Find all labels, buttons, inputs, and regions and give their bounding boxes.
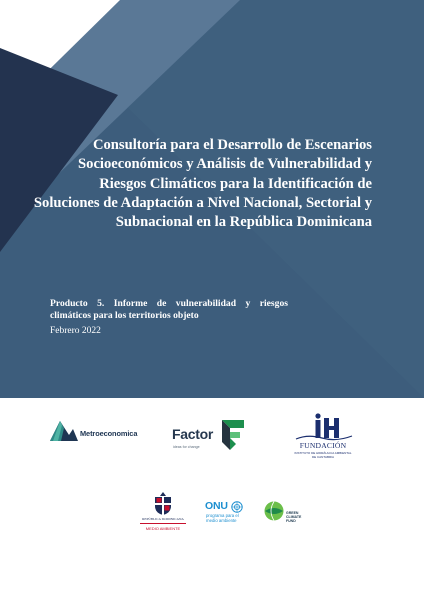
republica-divider [140,523,186,524]
metroeconomica-logo [50,418,150,444]
metroeconomica-name: Metroeconomica [80,429,138,438]
republica-dominicana-logo [134,492,192,538]
un-emblem-icon [231,501,243,513]
ih-monogram-icon [288,412,358,442]
green-climate-fund-logo [264,500,304,528]
document-title: Consultoría para el Desarrollo de Escenarios Socioeconómicos y Análisis de Vulnerabilidad y Riesgos Climáticos para la Identificación de Soluciones de Adaptación a Nivel Nacional, Sectorial y Subnacional en la República Dominicana [33,137,372,231]
gcf-name: GREEN CLIMATE FUND [286,511,302,523]
document-date: Febrero 2022 [50,326,101,336]
factor-tagline: ideas for change [173,445,200,449]
mountain-icon [50,419,78,441]
factor-logo [172,418,248,454]
product-subtitle: Producto 5. Informe de vulnerabilidad y riesgos climáticos para los territorios objeto [50,298,288,321]
coat-of-arms-icon [152,492,174,516]
onu-name: ONU [205,500,228,512]
republica-name: REPÚBLICA DOMINICANA [142,517,184,521]
factor-f-icon [222,420,244,450]
gcf-globe-icon [264,501,284,521]
onu-environment-logo [205,500,251,528]
ih-name: FUNDACIÓN [299,441,347,450]
ih-subtitle: INSTITUTO DE HIDRÁULICA AMBIENTAL DE CANTABRIA [294,451,352,459]
factor-name: Factor [172,426,213,442]
onu-subtitle: programa para el medio ambiente [206,513,239,523]
ministry-name: MEDIO AMBIENTE [145,526,181,531]
ih-cantabria-logo [288,412,360,468]
